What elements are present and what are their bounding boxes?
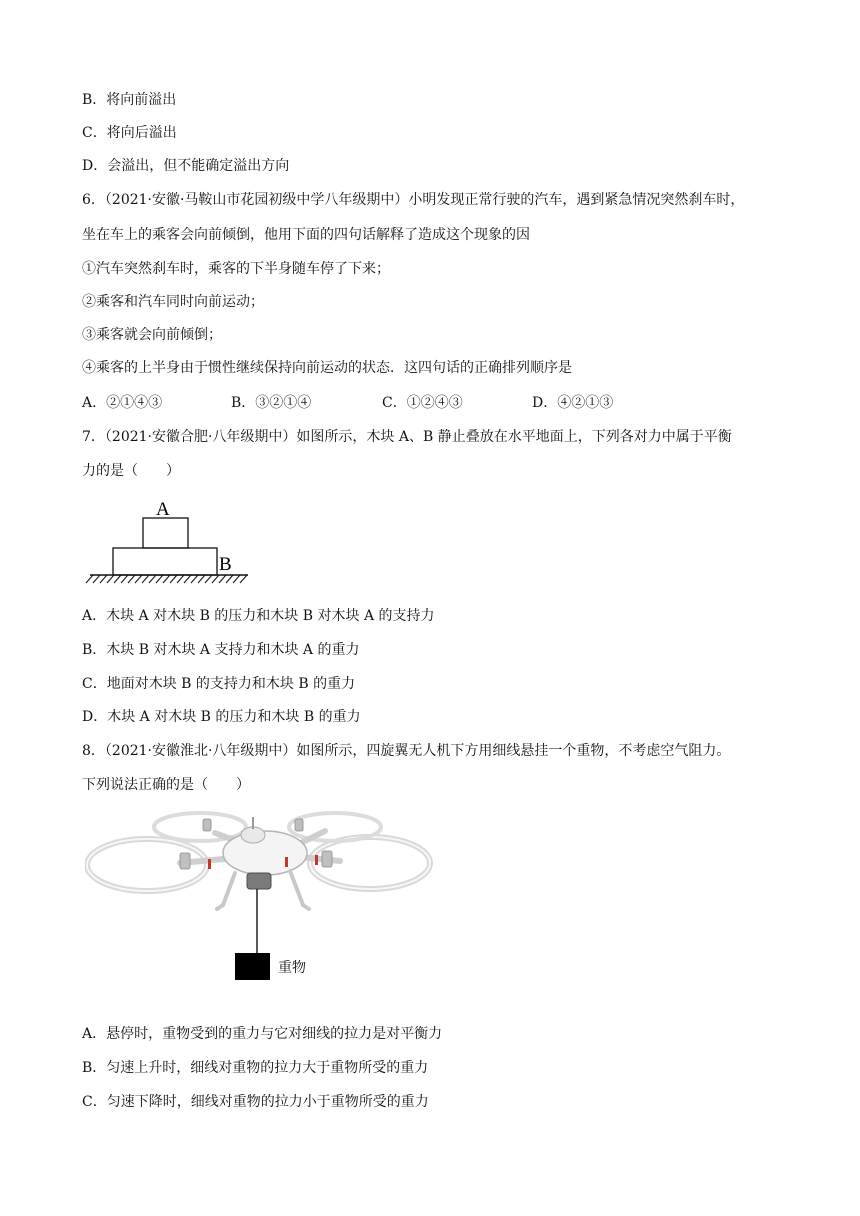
q6-stem-line-2: 坐在车上的乘客会向前倾倒，他用下面的四句话解释了造成这个现象的因 bbox=[82, 227, 530, 243]
q8-option-b: B．匀速上升时，细线对重物的拉力大于重物所受的重力 bbox=[82, 1060, 429, 1076]
drone-body bbox=[223, 831, 307, 875]
q6-statement-3: ③乘客就会向前倾倒； bbox=[82, 327, 222, 343]
weight-label: 重物 bbox=[278, 961, 306, 976]
q7-stem-line-1: 7．（2021·安徽合肥·八年级期中）如图所示，木块 A、B 静止叠放在水平地面上，下列各对力中属于平衡 bbox=[82, 429, 732, 445]
q7-option-a: A．木块 A 对木块 B 的压力和木块 B 对木块 A 的支持力 bbox=[82, 608, 435, 624]
q7-option-c: C．地面对木块 B 的支持力和木块 B 的重力 bbox=[82, 676, 356, 692]
block-b bbox=[113, 548, 217, 575]
block-a-label: A bbox=[156, 499, 170, 520]
q6-statement-1: ①汽车突然刹车时，乘客的下半身随车停了下来； bbox=[82, 261, 390, 277]
q6-option-d: D．④②①③ bbox=[532, 395, 614, 411]
camera-gimbal bbox=[247, 873, 271, 889]
q6-option-c: C．①②④③ bbox=[382, 395, 463, 411]
q6-option-b: B．③②①④ bbox=[231, 395, 312, 411]
q8-option-c: C．匀速下降时，细线对重物的拉力小于重物所受的重力 bbox=[82, 1094, 429, 1110]
q8-stem-line-2: 下列说法正确的是（ ） bbox=[82, 777, 250, 793]
q6-option-a: A．②①④③ bbox=[82, 395, 163, 411]
q5-option-d: D．会溢出，但不能确定溢出方向 bbox=[82, 158, 290, 174]
block-b-label: B bbox=[219, 554, 232, 575]
hanging-weight bbox=[235, 953, 270, 980]
q7-option-b: B．木块 B 对木块 A 支持力和木块 A 的重力 bbox=[82, 642, 360, 658]
q6-statement-2: ②乘客和汽车同时向前运动； bbox=[82, 294, 264, 310]
q6-statement-4: ④乘客的上半身由于惯性继续保持向前运动的状态．这四句话的正确排列顺序是 bbox=[82, 360, 572, 376]
q6-stem-line-1: 6．（2021·安徽·马鞍山市花园初级中学八年级期中）小明发现正常行驶的汽车，遇到紧急情况突然刹车时， bbox=[82, 192, 745, 208]
q7-option-d: D．木块 A 对木块 B 的压力和木块 B 的重力 bbox=[82, 709, 361, 725]
block-a bbox=[143, 518, 188, 548]
q5-option-c: C．将向后溢出 bbox=[82, 125, 177, 141]
q8-drone-figure bbox=[85, 805, 435, 990]
q8-stem-line-1: 8．（2021·安徽淮北·八年级期中）如图所示，四旋翼无人机下方用细线悬挂一个重物，不考虑空气阻力。 bbox=[82, 743, 731, 759]
ground-hatching bbox=[86, 575, 247, 583]
q8-option-a: A．悬停时，重物受到的重力与它对细线的拉力是对平衡力 bbox=[82, 1026, 443, 1042]
q5-option-b: B．将向前溢出 bbox=[82, 92, 177, 108]
q7-stem-line-2: 力的是（ ） bbox=[82, 463, 180, 479]
q7-block-figure bbox=[85, 495, 255, 590]
